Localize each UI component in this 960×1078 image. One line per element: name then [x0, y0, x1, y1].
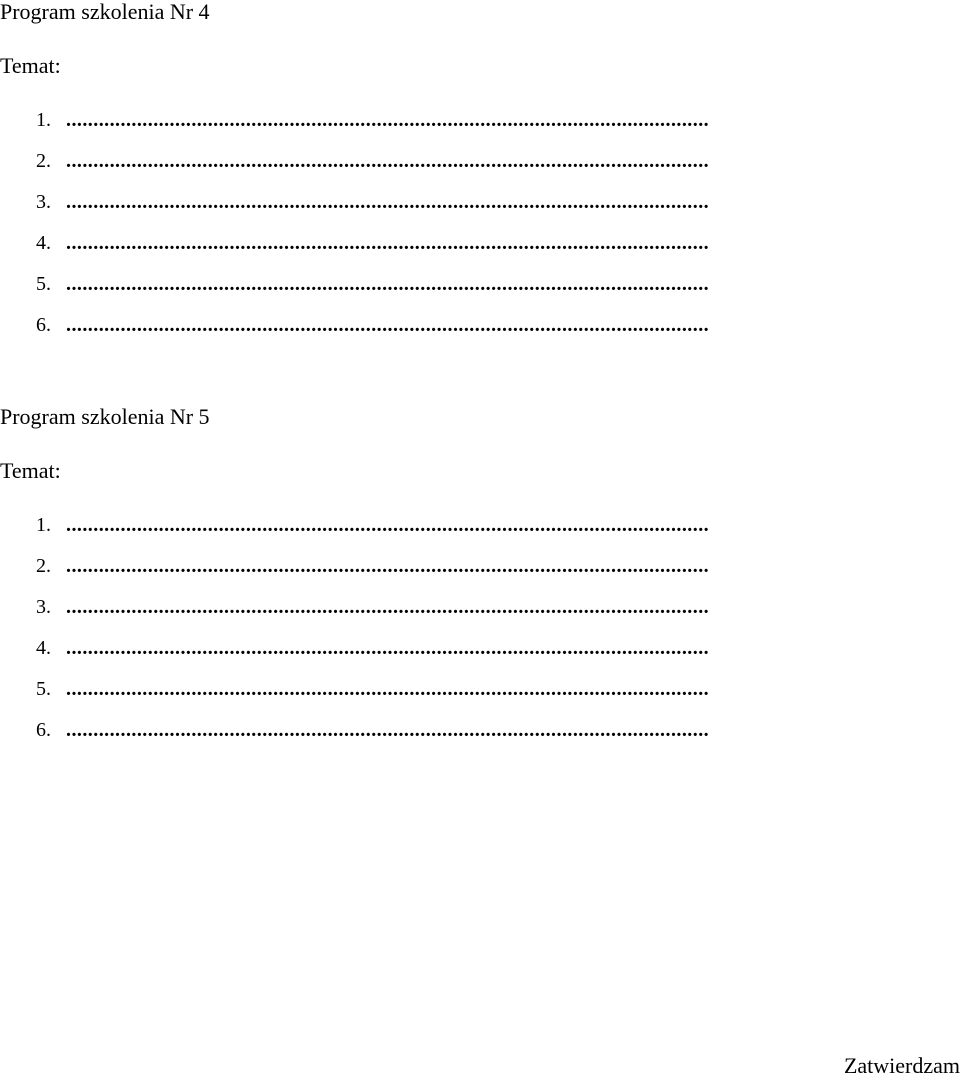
item-number: 3. [36, 191, 51, 213]
list-item [36, 272, 860, 313]
list-item [36, 595, 860, 636]
item-number: 1. [36, 109, 51, 131]
list-item [36, 636, 860, 677]
item-number: 2. [36, 555, 51, 577]
item-number: 3. [36, 596, 51, 618]
dotted-fill-line: ...................................................................................................................... [66, 678, 710, 700]
topic-list [36, 513, 860, 759]
dotted-fill-line: ...................................................................................................................... [66, 191, 710, 213]
dotted-fill-line: ...................................................................................................................... [66, 150, 710, 172]
dotted-fill-line: ...................................................................................................................... [66, 514, 710, 536]
dotted-fill-line: ...................................................................................................................... [66, 232, 710, 254]
list-item [36, 190, 860, 231]
dotted-fill-line: ...................................................................................................................... [66, 109, 710, 131]
dotted-fill-line: ...................................................................................................................... [66, 596, 710, 618]
list-item [36, 677, 860, 718]
dotted-fill-line: ...................................................................................................................... [66, 314, 710, 336]
list-item [36, 313, 860, 354]
item-number: 5. [36, 273, 51, 295]
item-number: 5. [36, 678, 51, 700]
list-item [36, 231, 860, 272]
list-item [36, 108, 860, 149]
list-item [36, 513, 860, 554]
item-number: 4. [36, 232, 51, 254]
list-item [36, 149, 860, 190]
item-number: 2. [36, 150, 51, 172]
list-item [36, 554, 860, 595]
dotted-fill-line: ...................................................................................................................... [66, 555, 710, 577]
item-number: 4. [36, 637, 51, 659]
temat-label: Temat: [0, 53, 61, 78]
program-title: Program szkolenia Nr 4 [0, 0, 210, 24]
list-item [36, 718, 860, 759]
approval-label: Zatwierdzam [843, 1053, 960, 1078]
dotted-fill-line: ...................................................................................................................... [66, 719, 710, 741]
item-number: 6. [36, 719, 51, 741]
temat-label: Temat: [0, 458, 61, 483]
item-number: 6. [36, 314, 51, 336]
dotted-fill-line: ...................................................................................................................... [66, 637, 710, 659]
item-number: 1. [36, 514, 51, 536]
program-title: Program szkolenia Nr 5 [0, 404, 210, 429]
topic-list [36, 108, 860, 354]
dotted-fill-line: ...................................................................................................................... [66, 273, 710, 295]
